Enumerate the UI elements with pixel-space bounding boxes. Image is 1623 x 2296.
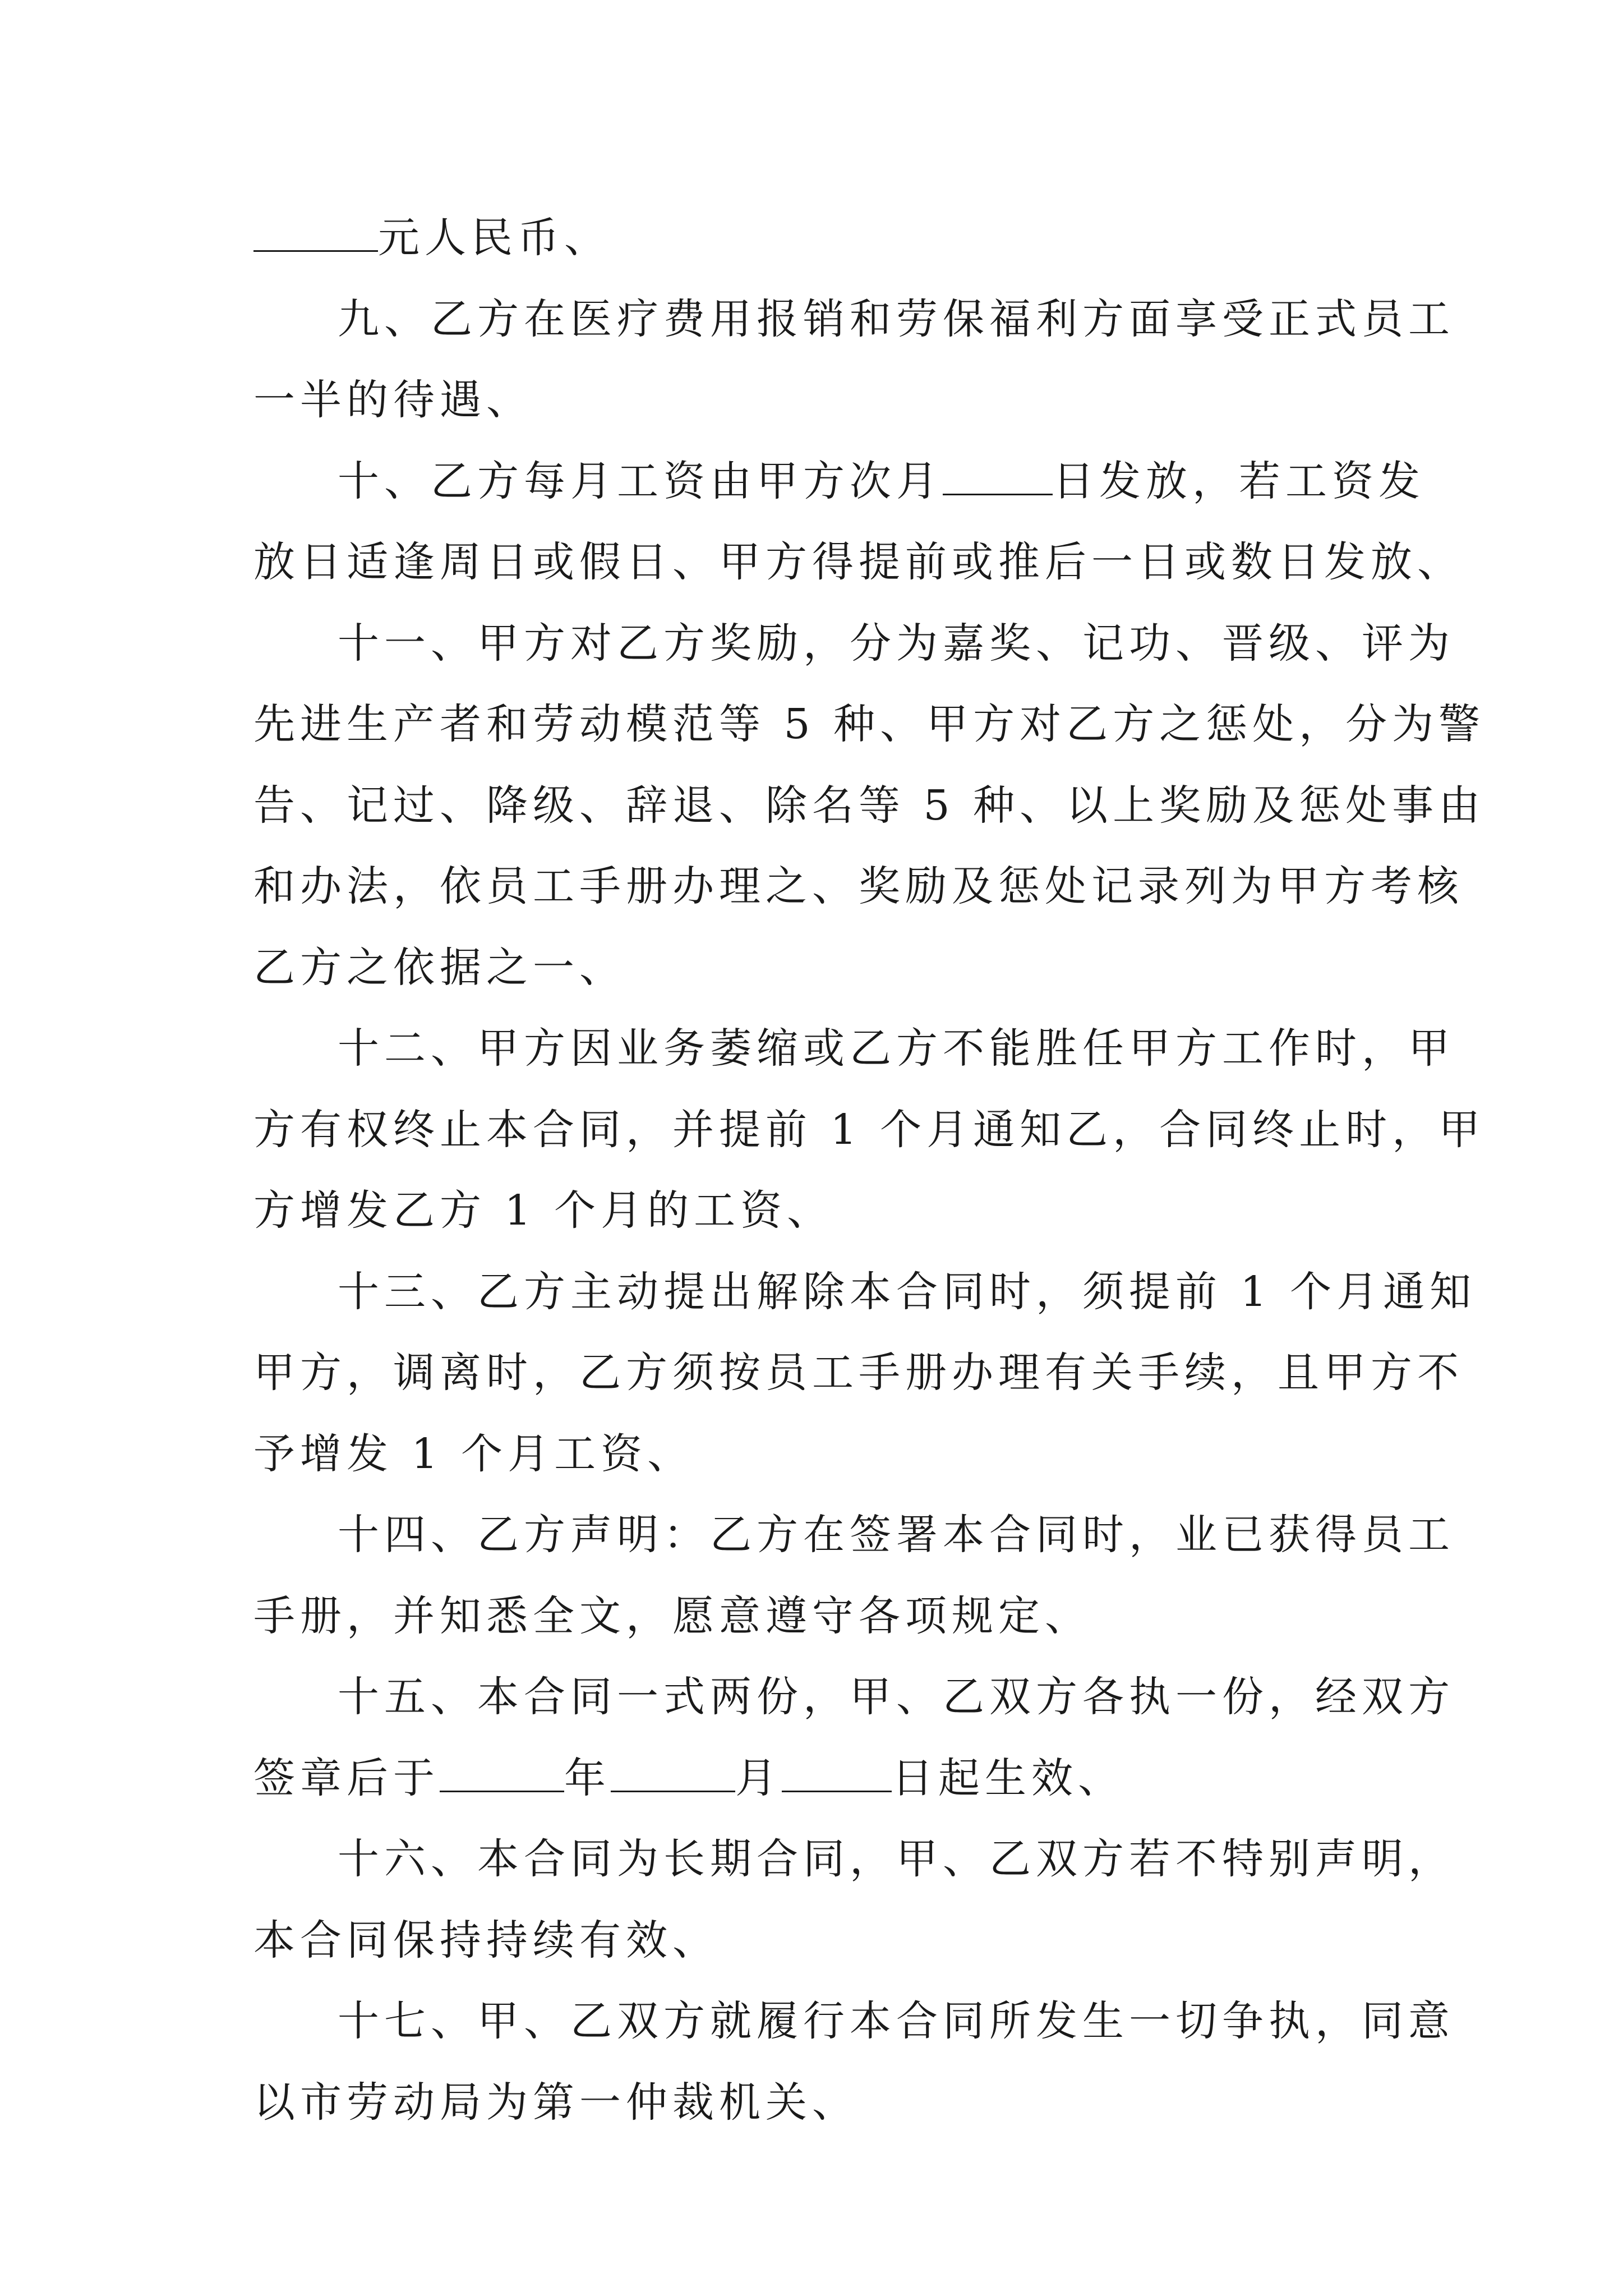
clause-12-line-1: [253, 1008, 1455, 1089]
clause-11-line-2: [253, 684, 1486, 765]
fill-in-blank[interactable]: [253, 217, 378, 252]
day-blank[interactable]: [782, 1757, 892, 1792]
line-text: 十、乙方每月工资由甲方次月: [338, 457, 943, 505]
clause-10-line-2: [253, 522, 1464, 603]
line-text: 先进生产者和劳动模范等 5 种、甲方对乙方之惩处，分为警: [253, 700, 1486, 748]
clause-11-line-1: [253, 603, 1455, 684]
clause-9-line-1: [253, 279, 1455, 360]
line-text: 予增发 1 个月工资、: [253, 1429, 694, 1478]
line-text: 方增发乙方 1 个月的工资、: [253, 1186, 834, 1235]
clause-13-line-2: [253, 1332, 1464, 1414]
line-text: 以市劳动局为第一仲裁机关、: [253, 2078, 859, 2127]
line-text: 十三、乙方主动提出解除本合同时，须提前 1 个月通知: [338, 1267, 1477, 1316]
line-text: 日发放，若工资发: [1053, 457, 1425, 505]
clause-15-line-1: [253, 1657, 1455, 1738]
line-text: 十四、乙方声明：乙方在签署本合同时，业已获得员工: [338, 1511, 1455, 1559]
line-text: 十一、甲方对乙方奖励，分为嘉奖、记功、晋级、评为: [338, 619, 1455, 668]
clause-16-line-2: [253, 1900, 1381, 1981]
clause-14-line-1: [253, 1494, 1455, 1576]
clause-12-line-3: [253, 1170, 1381, 1251]
line-text: 十五、本合同一式两份，甲、乙双方各执一份，经双方: [338, 1673, 1455, 1721]
clause-11-line-5: [253, 927, 1381, 1009]
year-blank[interactable]: [440, 1757, 564, 1792]
line-text: 方有权终止本合同，并提前 1 个月通知乙，合同终止时，甲: [253, 1105, 1486, 1154]
clause-17-line-1: [253, 1981, 1455, 2062]
day-suffix: 日起生效、: [892, 1754, 1124, 1802]
line-text: 元人民币、: [378, 214, 611, 262]
line-text: 十二、甲方因业务萎缩或乙方不能胜任甲方工作时，甲: [338, 1024, 1455, 1073]
line-text: 乙方之依据之一、: [253, 943, 626, 992]
clause-9-line-2: [253, 360, 1381, 441]
clause-13-line-1: [253, 1251, 1477, 1333]
clause-15-date-line: [253, 1738, 1381, 1819]
clause-11-line-3: [253, 765, 1486, 846]
line-text: 本合同保持持续有效、: [253, 1916, 719, 1964]
date-prefix: 签章后于: [253, 1754, 440, 1802]
document-line: [253, 197, 1381, 279]
line-text: 甲方，调离时，乙方须按员工手册办理有关手续，且甲方不: [253, 1349, 1464, 1397]
line-text: 手册，并知悉全文，愿意遵守各项规定、: [253, 1591, 1091, 1640]
line-text: 十六、本合同为长期合同，甲、乙双方若不特别声明，: [338, 1835, 1455, 1883]
month-blank[interactable]: [611, 1757, 735, 1792]
line-text: 九、乙方在医疗费用报销和劳保福利方面享受正式员工: [338, 295, 1455, 343]
clause-11-line-4: [253, 846, 1464, 927]
line-text: 十七、甲、乙双方就履行本合同所发生一切争执，同意: [338, 1997, 1455, 2045]
clause-17-line-2: [253, 2062, 1381, 2143]
clause-14-line-2: [253, 1576, 1381, 1657]
line-text: 和办法，依员工手册办理之、奖励及惩处记录列为甲方考核: [253, 862, 1464, 910]
clause-10-line-1: [253, 441, 1425, 522]
fill-in-blank[interactable]: [943, 460, 1053, 495]
document-body: [253, 197, 1486, 2143]
line-text: 一半的待遇、: [253, 376, 533, 424]
line-text: 告、记过、降级、辞退、除名等 5 种、以上奖励及惩处事由: [253, 781, 1486, 830]
month-label: 月: [735, 1754, 782, 1802]
clause-16-line-1: [253, 1819, 1455, 1900]
clause-12-line-2: [253, 1089, 1486, 1171]
line-text: 放日适逢周日或假日、甲方得提前或推后一日或数日发放、: [253, 538, 1464, 586]
year-label: 年: [564, 1754, 611, 1802]
clause-13-line-3: [253, 1414, 1381, 1495]
